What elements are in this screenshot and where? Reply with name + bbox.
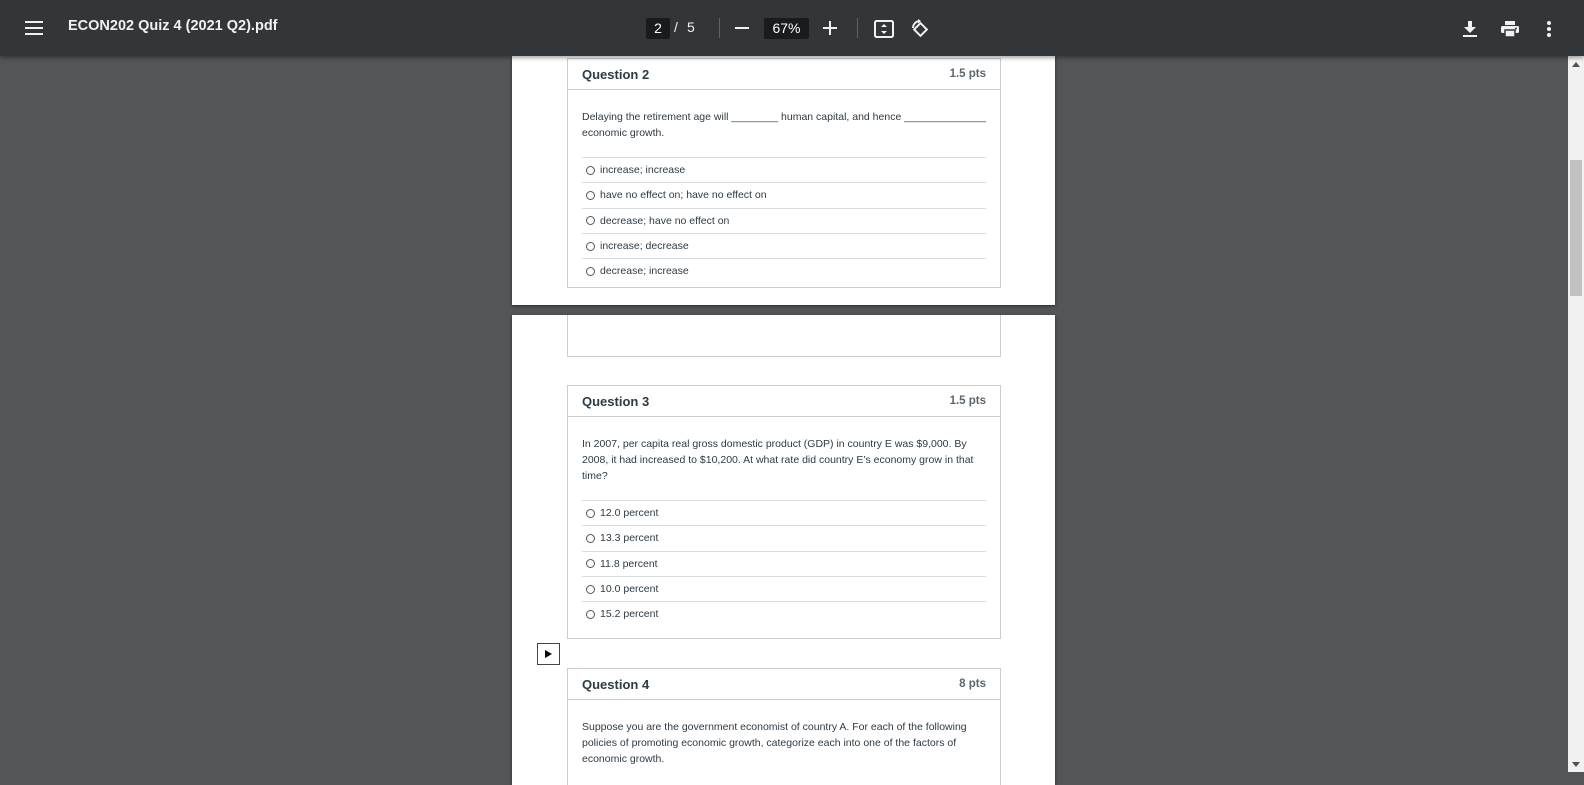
question-points: 8 pts	[959, 678, 986, 690]
answer-label: 12.0 percent	[600, 507, 659, 520]
plus-icon	[823, 21, 837, 35]
print-button[interactable]	[1495, 14, 1525, 44]
question-header	[568, 386, 1000, 417]
question-text: Suppose you are the government economist of country A. For each of the following policies of promoting economic growth, categorize each into one of the factors of economic growth.	[582, 721, 967, 765]
answer-list	[582, 157, 986, 283]
question-text: In 2007, per capita real gross domestic product (GDP) in country E was $9,000. By 2008, it had increased to $10,200. At what rate did country E’s economy grow in that time?	[582, 438, 974, 482]
radio-button[interactable]	[586, 534, 595, 543]
radio-button[interactable]	[586, 610, 595, 619]
answer-label: 10.0 percent	[600, 583, 659, 596]
question-points: 1.5 pts	[949, 68, 986, 80]
scroll-up-button[interactable]	[1568, 58, 1584, 70]
rotate-button[interactable]	[905, 14, 935, 44]
pdf-toolbar	[0, 0, 1584, 56]
question-points: 1.5 pts	[949, 395, 986, 407]
answer-option[interactable]	[582, 182, 986, 207]
answer-label: 11.8 percent	[600, 557, 658, 570]
print-icon	[1501, 21, 1519, 37]
answer-label: 13.3 percent	[600, 532, 659, 545]
answer-label: increase; increase	[600, 164, 686, 177]
play-icon	[545, 650, 552, 658]
answer-list	[582, 500, 986, 626]
radio-button[interactable]	[586, 242, 595, 251]
play-button[interactable]	[537, 643, 560, 665]
answer-option[interactable]	[582, 525, 986, 550]
question-text: Delaying the retirement age will ________ human capital, and hence ______________ economic growth.	[582, 111, 986, 139]
rotate-icon	[910, 19, 930, 39]
fit-to-page-icon	[874, 20, 894, 38]
pdf-page	[512, 315, 1055, 785]
question-header	[568, 59, 1000, 90]
fit-to-page-button[interactable]	[869, 14, 899, 44]
page-separator: /	[674, 19, 678, 35]
question-title: Question 4	[582, 677, 650, 692]
minus-icon	[735, 27, 749, 29]
page-number-input[interactable]: 2	[646, 18, 670, 39]
toolbar-divider	[719, 18, 720, 38]
radio-button[interactable]	[586, 166, 595, 175]
download-button[interactable]	[1455, 14, 1485, 44]
question-card-continuation	[567, 315, 1001, 357]
zoom-in-button[interactable]	[816, 14, 844, 42]
question-title: Question 2	[582, 67, 650, 82]
total-pages: 5	[687, 19, 695, 35]
zoom-level-input[interactable]: 67%	[764, 18, 809, 39]
toolbar-divider	[857, 18, 858, 38]
question-title: Question 3	[582, 394, 650, 409]
answer-option[interactable]	[582, 258, 986, 283]
answer-option[interactable]	[582, 576, 986, 601]
answer-option[interactable]	[582, 157, 986, 182]
scrollbar-thumb[interactable]	[1570, 160, 1582, 296]
answer-label: 15.2 percent	[600, 608, 659, 621]
vertical-scrollbar[interactable]	[1568, 56, 1584, 772]
answer-option[interactable]	[582, 208, 986, 233]
radio-button[interactable]	[586, 216, 595, 225]
answer-option[interactable]	[582, 551, 986, 576]
arrow-down-icon	[1572, 762, 1580, 767]
scroll-down-button[interactable]	[1568, 758, 1584, 770]
question-card	[567, 668, 1001, 785]
question-card	[567, 58, 1001, 288]
arrow-up-icon	[1572, 62, 1580, 67]
menu-icon	[25, 21, 43, 35]
download-icon	[1463, 21, 1477, 37]
radio-button[interactable]	[586, 509, 595, 518]
radio-button[interactable]	[586, 585, 595, 594]
more-actions-button[interactable]	[1535, 14, 1563, 44]
answer-option[interactable]	[582, 601, 986, 626]
question-header	[568, 669, 1000, 700]
zoom-out-button[interactable]	[728, 14, 756, 42]
radio-button[interactable]	[586, 191, 595, 200]
radio-button[interactable]	[586, 559, 595, 568]
document-title: ECON202 Quiz 4 (2021 Q2).pdf	[68, 18, 278, 34]
answer-option[interactable]	[582, 500, 986, 525]
answer-label: have no effect on; have no effect on	[600, 189, 767, 202]
radio-button[interactable]	[586, 267, 595, 276]
question-card	[567, 385, 1001, 639]
answer-option[interactable]	[582, 233, 986, 258]
more-vert-icon	[1547, 21, 1551, 37]
answer-label: increase; decrease	[600, 240, 689, 253]
answer-label: decrease; increase	[600, 265, 689, 278]
pdf-page	[512, 56, 1055, 305]
answer-label: decrease; have no effect on	[600, 214, 730, 227]
menu-button[interactable]	[18, 12, 50, 44]
